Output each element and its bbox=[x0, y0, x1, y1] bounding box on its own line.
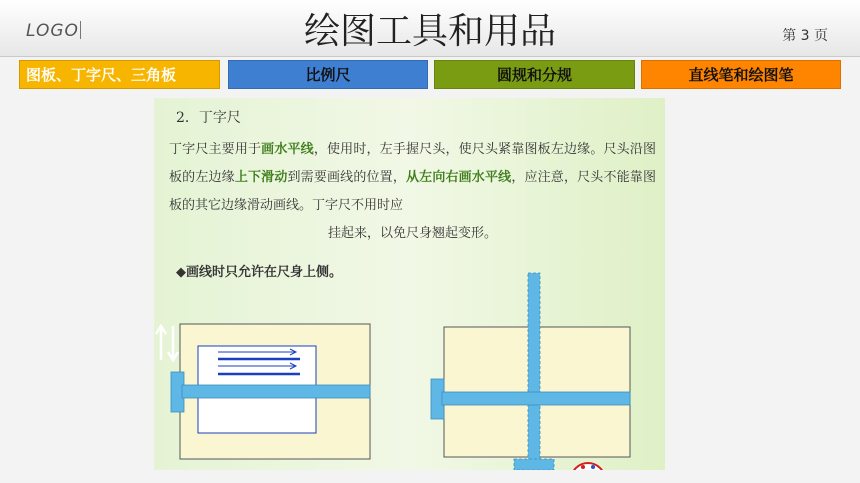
page-title: 绘图工具和用品 bbox=[303, 11, 556, 52]
section-title: 2．丁字尺 bbox=[176, 110, 241, 126]
tab-board-tsquare-triangle[interactable]: 图板、丁字尺、三角板 bbox=[19, 60, 220, 89]
tsquare-diagram bbox=[154, 98, 665, 470]
tsquare-blade-left bbox=[182, 385, 370, 398]
tab-scale-ruler[interactable]: 比例尺 bbox=[228, 60, 428, 89]
para-text: ，使用时，左手握尺头，使尺头紧靠图板左边缘。尺头沿图板的左边缘 bbox=[169, 142, 656, 185]
para-text: 到需要画线的位置， bbox=[287, 170, 406, 185]
tsquare-vertical-blade bbox=[528, 273, 540, 463]
para-highlight: 从左向右画水平线 bbox=[405, 170, 512, 185]
content-panel bbox=[154, 98, 665, 470]
tsquare-vertical-head bbox=[514, 459, 554, 470]
page-number: 第 3 页 bbox=[782, 28, 828, 44]
bullet-note: ◆画线时只允许在尺身上侧。 bbox=[176, 265, 342, 280]
para-text: 挂起来，以免尺身翘起变形。 bbox=[327, 226, 497, 241]
slide-updown-icon bbox=[156, 326, 178, 360]
para-text: 丁字尺主要用于 bbox=[169, 142, 262, 157]
logo: LOGO bbox=[26, 21, 79, 41]
prohibited-icon bbox=[571, 463, 605, 470]
tsquare-blade-right bbox=[442, 392, 630, 405]
para-highlight: 画水平线 bbox=[261, 142, 314, 157]
slide-header bbox=[0, 0, 860, 57]
para-text: ，应注意，尺头不能靠图板的其它边缘滑动画线。丁字尺不用时应 bbox=[169, 170, 656, 213]
tab-ruling-pen[interactable]: 直线笔和绘图笔 bbox=[641, 60, 841, 89]
para-highlight: 上下滑动 bbox=[234, 170, 288, 185]
tab-compass-divider[interactable]: 圆规和分规 bbox=[434, 60, 635, 89]
